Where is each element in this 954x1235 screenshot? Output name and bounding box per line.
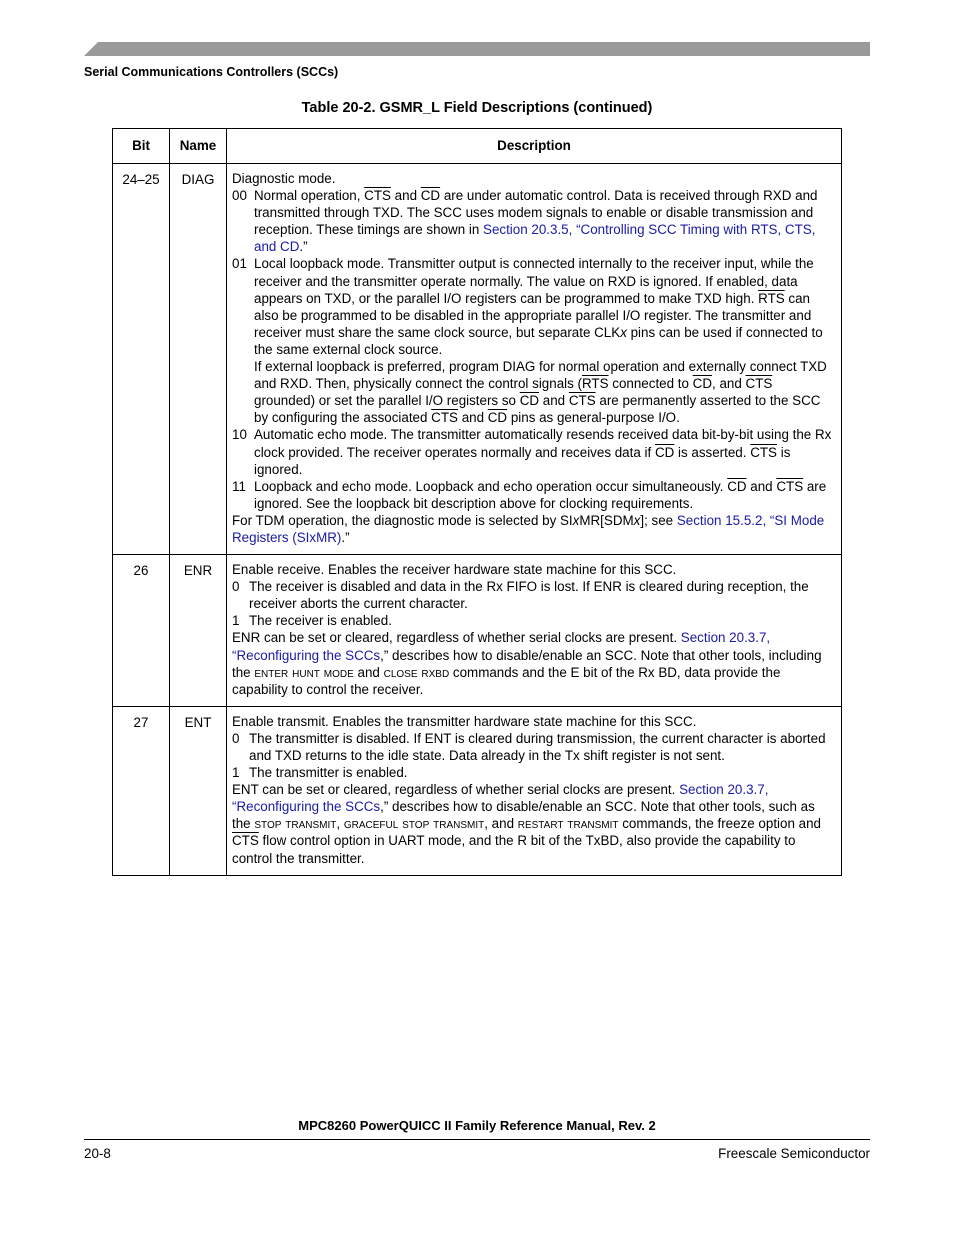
description-note: ENR can be set or cleared, regardless of whether serial clocks are present. Section 20.3.7, “Reconfiguring the SCCs,” describes how to disable/enable an SCC. Note that other tools, including the enter hunt mode and close rxbd commands and the E bit of the Rx BD, data provide the capability to control the receiver.: [232, 630, 822, 697]
header-bar: [84, 42, 870, 56]
table-title: Table 20-2. GSMR_L Field Descriptions (continued): [301, 100, 653, 116]
command-name: stop transmit: [254, 815, 337, 832]
section-link[interactable]: Section 20.3.7, “Reconfiguring the SCCs: [232, 782, 769, 815]
table-row-enr: [113, 555, 842, 707]
option-00: [232, 187, 836, 255]
section-link[interactable]: Section 20.3.5, “Controlling SCC Timing with RTS, CTS, and CD: [254, 222, 816, 255]
bit-cell: 24–25: [113, 164, 170, 555]
footer-rule: [84, 1139, 870, 1140]
command-name: graceful stop transmit: [343, 815, 485, 832]
description-cell: [227, 706, 842, 875]
option-code: 1: [232, 613, 240, 629]
option-1: [232, 612, 836, 629]
option-code: 10: [232, 427, 247, 443]
option-text: The receiver is disabled and data in the Rx FIFO is lost. If ENR is cleared during reception, the receiver aborts the current character.: [249, 579, 809, 612]
signal-cts: $\overline{CTS}$: [232, 833, 259, 849]
section-title: Serial Communications Controllers (SCCs): [84, 65, 339, 79]
section-link[interactable]: Section 15.5.2, “SI Mode Registers (SIxMR): [232, 512, 825, 545]
table-row-ent: [113, 706, 842, 875]
description-intro: Enable receive. Enables the receiver hardware state machine for this SCC.: [232, 562, 677, 578]
signal-cts: $\overline{CTS}$: [364, 188, 391, 204]
option-code: 0: [232, 730, 240, 746]
name-cell: ENR: [170, 555, 227, 707]
option-0: [232, 578, 836, 612]
name-cell: ENT: [170, 706, 227, 875]
command-name: restart transmit: [517, 815, 619, 832]
column-header-description: Description: [227, 129, 842, 164]
column-header-bit: Bit: [113, 129, 170, 164]
option-text: Local loopback mode. Transmitter output is connected internally to the receiver input, while the receiver and the transmitter operate normally. The value on RXD is ignored. If enabled, data appears on TXD, or the parallel I/O registers can be programmed to make TXD high. $\overline{RTS}$ can also be programmed to be disabled in the appropriate parallel I/O register. The transmitter and receiver must share the same clock source, but separate CLKx pins can be used if connected to the same external clock source.: [254, 256, 823, 357]
option-01-external-loopback: If external loopback is preferred, program DIAG for normal operation and externally connect TXD and RXD. Then, physically connect the control signals ($\overline{RTS}$ connected to $\overline{CD}$, and $\overline{CTS}$ grounded) or set the parallel I/O registers so $\overline{CD}$ and $\overline{CTS}$ are permanently asserted to the SCC by configuring the associated $\overline{CTS}$ and $\overline{CD}$ pins as general-purpose I/O.: [254, 359, 827, 426]
description-cell: [227, 164, 842, 555]
name-cell: DIAG: [170, 164, 227, 555]
description-intro: Diagnostic mode.: [232, 171, 336, 186]
option-text: Loopback and echo mode. Loopback and echo operation occur simultaneously. $\overline{CD}$ and $\overline{CTS}$ are ignored. See the loopback bit description above for clocking requirements.: [254, 478, 827, 511]
table-header-row: [113, 129, 842, 164]
description-cell: [227, 555, 842, 707]
option-text: Automatic echo mode. The transmitter automatically resends received data bit-by-bit using the Rx clock provided. The receiver operates normally and receives data if $\overline{CD}$ is asserted. $\overline{CTS}$ is ignored.: [254, 427, 832, 477]
page-number: 20-8: [84, 1146, 111, 1161]
signal-cd: $\overline{CD}$: [420, 188, 441, 204]
description-intro: Enable transmit. Enables the transmitter hardware state machine for this SCC.: [232, 713, 697, 729]
option-code: 0: [232, 579, 240, 595]
signal-rts: $\overline{RTS}$: [758, 290, 785, 306]
tdm-note: For TDM operation, the diagnostic mode is selected by SIxMR[SDMx]; see Section 15.5.2, “SI Mode Registers (SIxMR).”: [232, 512, 825, 545]
option-code: 01: [232, 256, 247, 272]
section-link[interactable]: Section 20.3.7, “Reconfiguring the SCCs: [232, 630, 771, 663]
option-01: [232, 255, 836, 358]
company-name: Freescale Semiconductor: [718, 1146, 870, 1161]
bit-cell: 27: [113, 706, 170, 875]
command-name: enter hunt mode: [254, 663, 354, 680]
bit-cell: 26: [113, 555, 170, 707]
manual-title: MPC8260 PowerQUICC II Family Reference Manual, Rev. 2: [298, 1118, 656, 1133]
command-name: close rxbd: [383, 663, 450, 680]
table-row-diag: [113, 164, 842, 555]
option-10: [232, 426, 836, 477]
option-0: [232, 730, 836, 764]
option-code: 1: [232, 765, 240, 781]
column-header-name: Name: [170, 129, 227, 164]
option-11: [232, 478, 836, 512]
option-code: 11: [232, 478, 246, 494]
description-note: ENT can be set or cleared, regardless of whether serial clocks are present. Section 20.3.7, “Reconfiguring the SCCs,” describes how to disable/enable an SCC. Note that other tools, such as the stop transmit, graceful stop transmit, and restart transmit commands, the freeze option and $\overline{CTS}$ flow control option in UART mode, and the R bit of the TxBD, also provide the capability to control the transmitter.: [232, 782, 821, 866]
option-text: The transmitter is enabled.: [249, 765, 408, 781]
option-text: Normal operation, $\overline{CTS}$ and $\overline{CD}$ are under automatic control. Data is received through RXD and transmitted through TXD. The SCC uses modem signals to enable or disable transmission and reception. These timings are shown in Section 20.3.5, “Controlling SCC Timing with RTS, CTS, and CD.”: [254, 188, 818, 255]
option-1: [232, 764, 836, 781]
option-text: The receiver is enabled.: [249, 613, 392, 629]
option-text: The transmitter is disabled. If ENT is cleared during transmission, the current character is aborted and TXD returns to the idle state. Data already in the Tx shift register is not sent.: [249, 730, 826, 763]
field-descriptions-table: [112, 128, 842, 876]
option-code: 00: [232, 188, 247, 204]
